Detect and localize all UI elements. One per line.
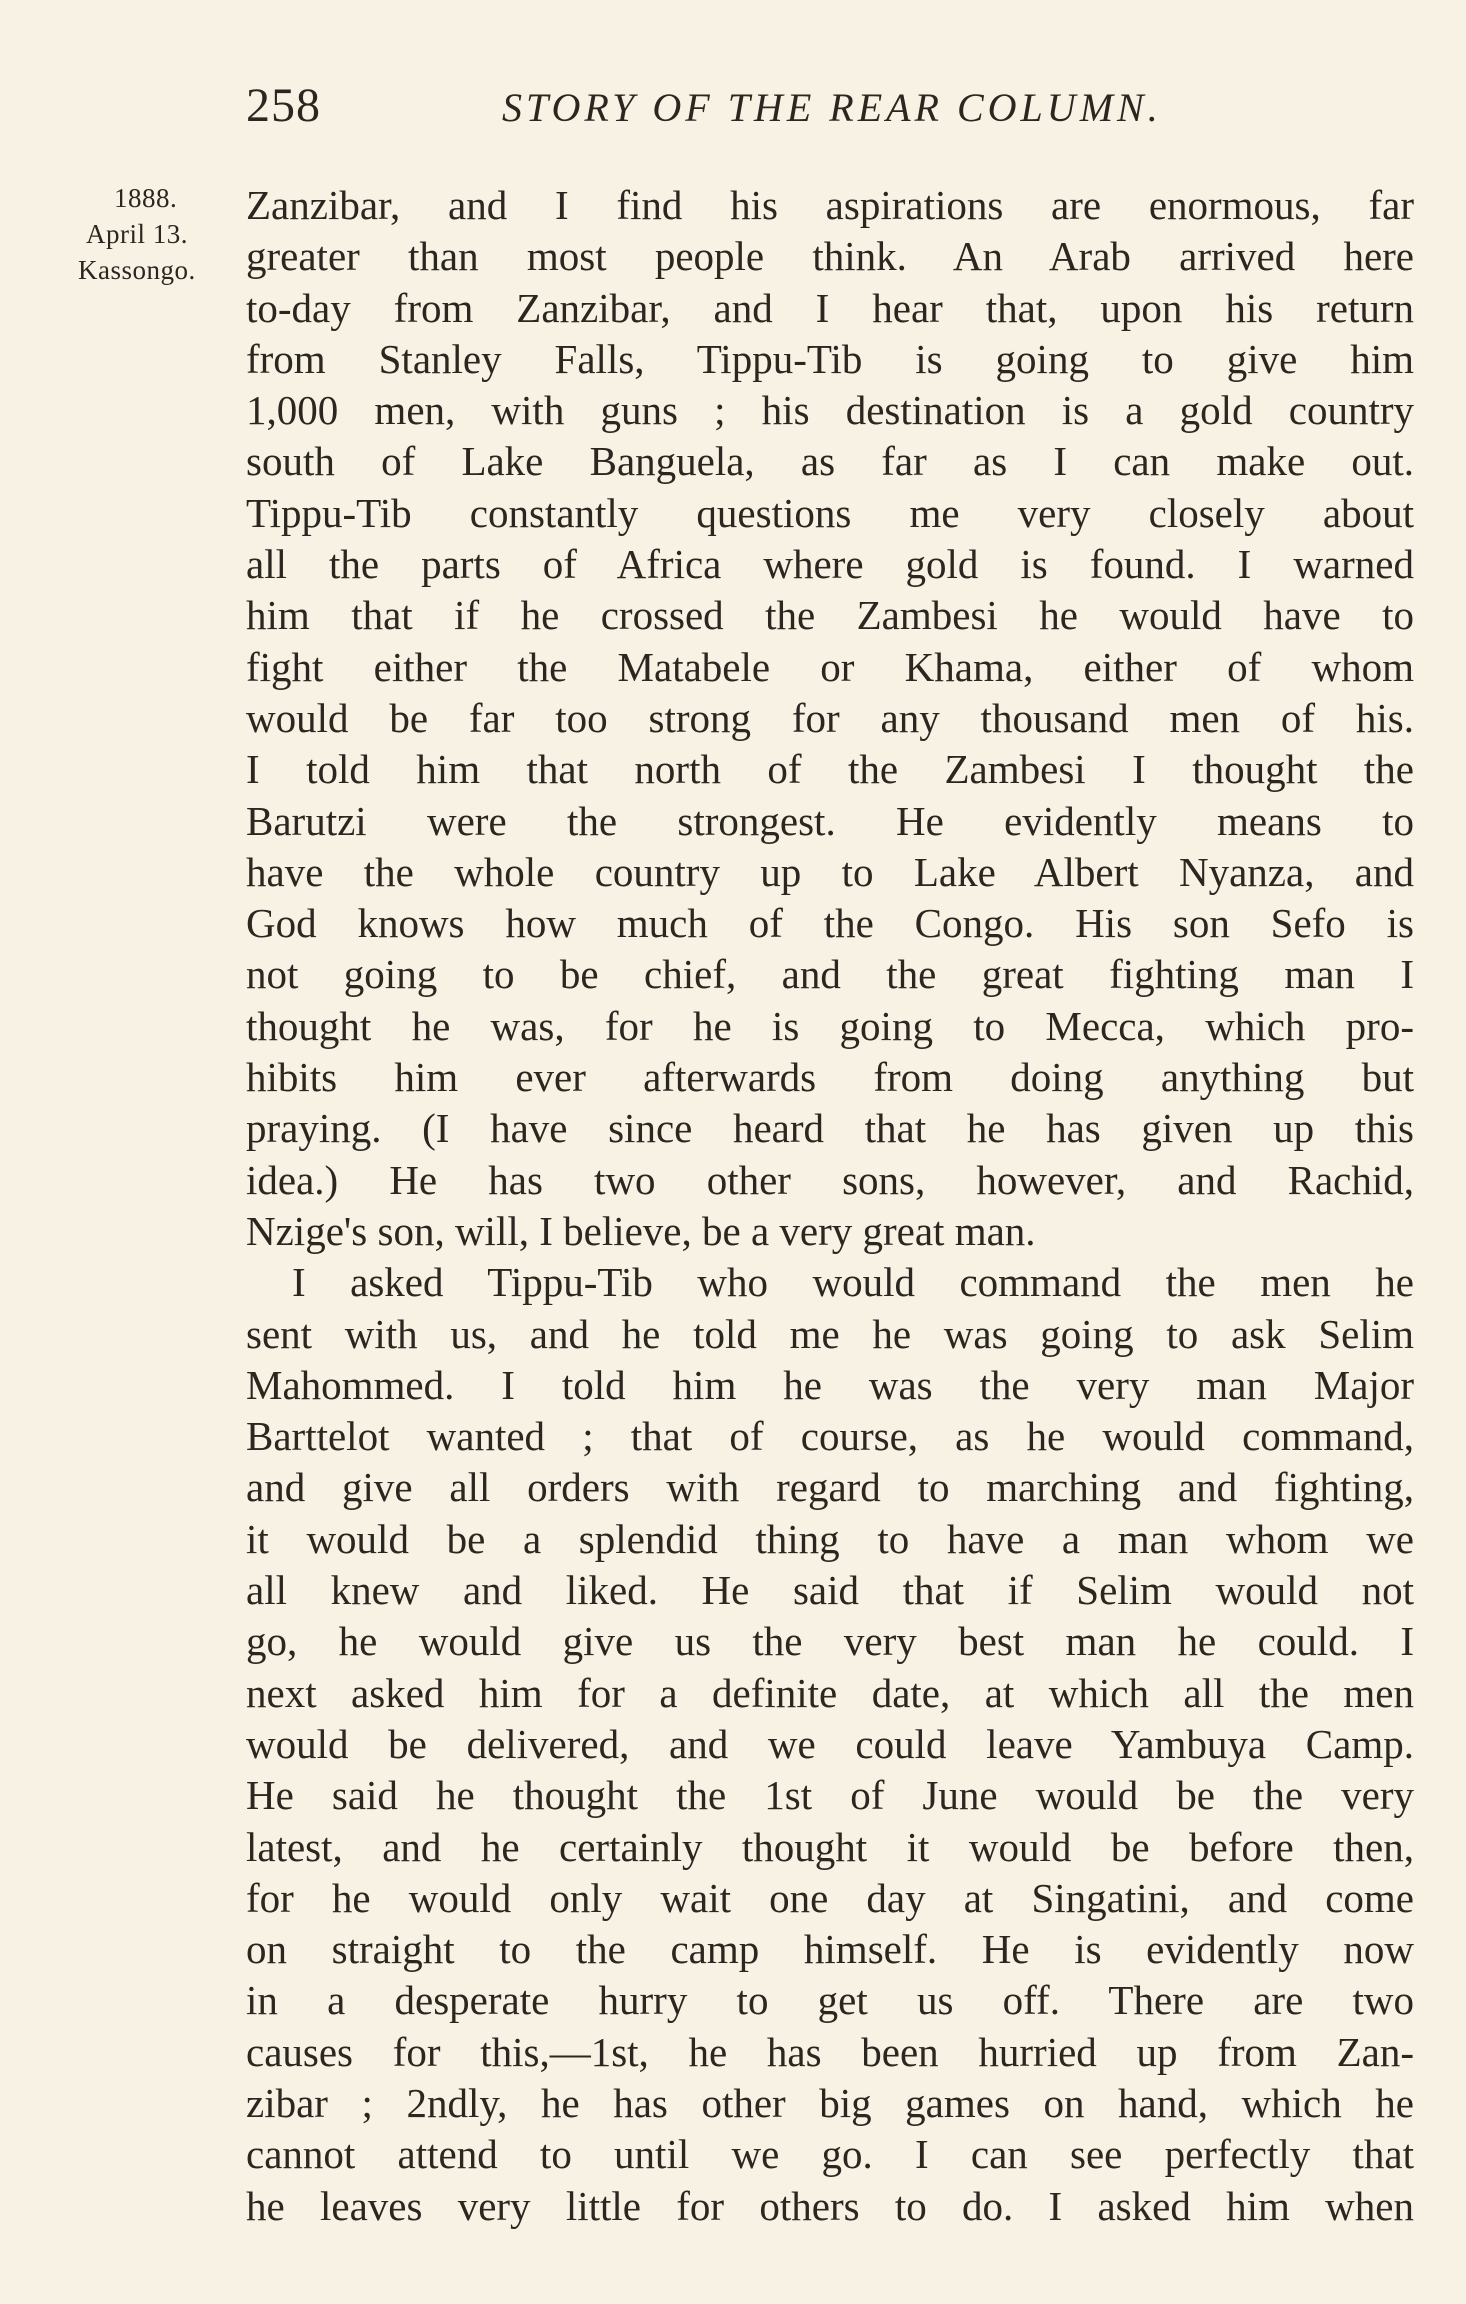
text-line: on straight to the camp himself. He is evidently now (246, 1926, 1414, 1973)
text-line: it would be a splendid thing to have a man whom we (246, 1515, 1414, 1562)
text-line: not going to be chief, and the great fighting man I (246, 951, 1414, 998)
text-line: him that if he crossed the Zambesi he would have to (246, 592, 1414, 639)
text-line: idea.) He has two other sons, however, and Rachid, (246, 1156, 1414, 1203)
text-line: Barttelot wanted ; that of course, as he would command, (246, 1413, 1414, 1460)
body-text (246, 180, 1414, 2232)
text-line: greater than most people think. An Arab arrived here (246, 233, 1414, 280)
text-line: would be delivered, and we could leave Yambuya Camp. (246, 1720, 1414, 1767)
text-line: I asked Tippu-Tib who would command the men he (292, 1259, 1414, 1306)
running-head (246, 78, 1416, 138)
text-line: Mahommed. I told him he was the very man Major (246, 1361, 1414, 1408)
margin-note-year: 1888. (114, 183, 178, 213)
text-line: praying. (I have since heard that he has given up this (246, 1105, 1414, 1152)
text-line: next asked him for a definite date, at which all the men (246, 1669, 1414, 1716)
text-line: zibar ; 2ndly, he has other big games on hand, which he (246, 2079, 1414, 2126)
text-line: causes for this,—1st, he has been hurried up from Zan- (246, 2028, 1414, 2075)
text-line: and give all orders with regard to marching and fighting, (246, 1464, 1414, 1511)
text-line: to-day from Zanzibar, and I hear that, upon his return (246, 284, 1414, 331)
running-title: STORY OF THE REAR COLUMN. (502, 85, 1162, 130)
text-line: 1,000 men, with guns ; his destination is a gold country (246, 387, 1414, 434)
text-line: he leaves very little for others to do. I asked him when (246, 2182, 1414, 2229)
text-line: thought he was, for he is going to Mecca, which pro- (246, 1002, 1414, 1049)
text-line: fight either the Matabele or Khama, either of whom (246, 643, 1414, 690)
margin-note-place: Kassongo. (78, 255, 196, 285)
text-line: Nzige's son, will, I believe, be a very great man. (246, 1207, 1036, 1254)
text-line: hibits him ever afterwards from doing anything but (246, 1054, 1414, 1101)
text-line: cannot attend to until we go. I can see perfectly that (246, 2131, 1414, 2178)
text-line: from Stanley Falls, Tippu-Tib is going to give him (246, 335, 1414, 382)
text-line: all the parts of Africa where gold is found. I warned (246, 541, 1414, 588)
text-line: south of Lake Banguela, as far as I can make out. (246, 438, 1414, 485)
text-line: Zanzibar, and I find his aspirations are enormous, far (246, 182, 1414, 228)
text-line: go, he would give us the very best man he could. I (246, 1618, 1414, 1665)
text-line: Tippu-Tib constantly questions me very closely about (246, 489, 1414, 536)
text-line: would be far too strong for any thousand men of his. (246, 694, 1414, 741)
text-line: sent with us, and he told me he was going to ask Selim (246, 1310, 1414, 1357)
text-line: He said he thought the 1st of June would be the very (246, 1772, 1414, 1819)
margin-note-date: April 13. (86, 219, 188, 249)
text-line: latest, and he certainly thought it would be before then, (246, 1823, 1414, 1870)
text-line: Barutzi were the strongest. He evidently means to (246, 797, 1414, 844)
text-line: in a desperate hurry to get us off. There are two (246, 1977, 1414, 2024)
text-line: have the whole country up to Lake Albert Nyanza, and (246, 848, 1414, 895)
margin-note (66, 180, 236, 288)
text-line: for he would only wait one day at Singatini, and come (246, 1874, 1414, 1921)
page-number: 258 (246, 79, 321, 132)
text-line: all knew and liked. He said that if Selim would not (246, 1567, 1414, 1614)
text-line: God knows how much of the Congo. His son Sefo is (246, 900, 1414, 947)
text-line: I told him that north of the Zambesi I thought the (246, 746, 1414, 793)
